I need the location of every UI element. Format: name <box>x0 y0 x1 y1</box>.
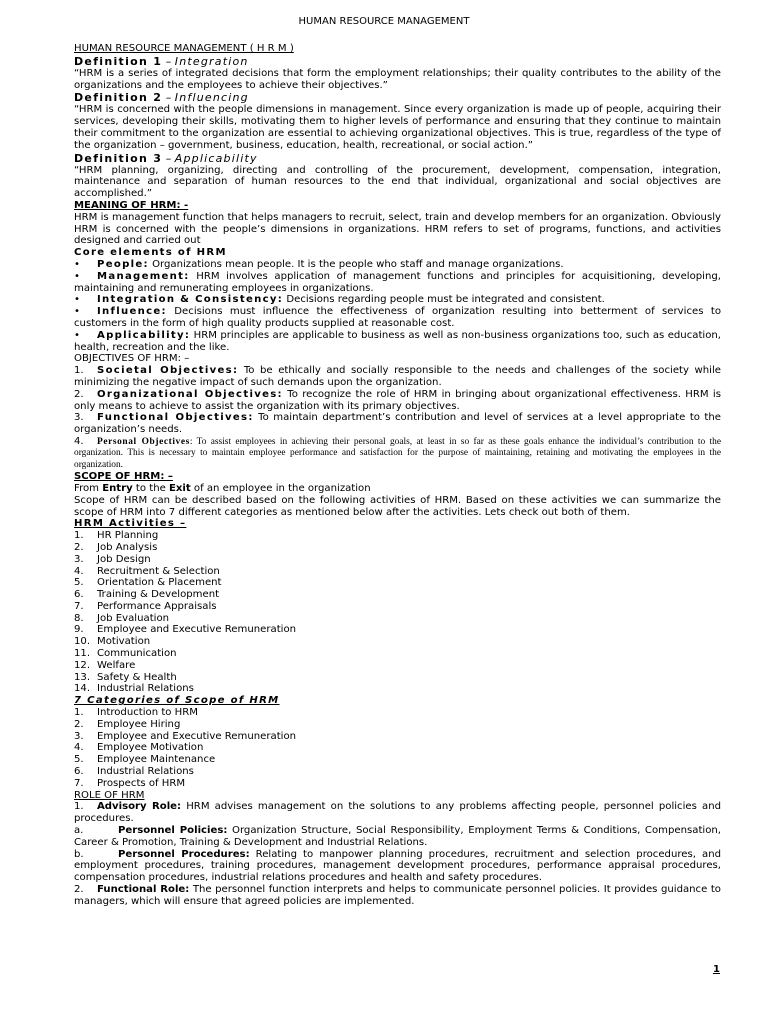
list-number: 4. <box>74 742 84 754</box>
role-text: The personnel function interprets and helps to communicate personnel policies. It provides guidance to managers, which will ensure that agreed policies are implemented. <box>74 884 721 907</box>
core-term: Integration & Consistency: <box>97 294 284 306</box>
role-functional <box>74 884 721 908</box>
scope-text-part: From <box>74 482 103 494</box>
definition-3-heading <box>74 152 721 165</box>
objective-text: To maintain department’s contribution and level of services at a level appropriate to the organization’s needs. <box>74 412 721 436</box>
objective-text: To recognize the role of HRM in bringing about organizational effectiveness. HRM is only means to achieve to assist the organization with its primary objectives. <box>74 388 721 412</box>
meaning-heading: MEANING OF HRM: - <box>74 199 189 211</box>
list-item <box>74 624 721 636</box>
list-item <box>74 719 721 731</box>
definition-1-text: “HRM is a series of integrated decisions that form the employment relationships; their quality contributes to the ability of the organizations and the employees to achieve their objectives.” <box>74 67 721 91</box>
core-text: HRM involves application of management functions and principles for acquisitioning, developing, maintaining and remunerating employees in organizations. <box>74 270 721 294</box>
list-item <box>74 577 721 589</box>
objective-functional <box>74 412 721 436</box>
role-personnel-procedures <box>74 849 721 884</box>
role-term: Functional Role: <box>97 884 190 896</box>
list-number: 8. <box>74 612 84 624</box>
list-number: 13. <box>74 671 91 683</box>
list-number: 3. <box>74 553 84 565</box>
core-item-influence <box>74 306 721 330</box>
list-label: Safety & Health <box>97 671 177 683</box>
list-number: 5. <box>74 754 84 766</box>
list-item <box>74 778 721 790</box>
list-item <box>74 542 721 554</box>
definition-dash: – <box>162 91 175 105</box>
list-label: Orientation & Placement <box>97 577 222 589</box>
list-number: 11. <box>74 648 91 660</box>
list-item <box>74 660 721 672</box>
list-item <box>74 566 721 578</box>
objective-number: 2. <box>74 388 84 400</box>
core-term: Management: <box>97 270 190 282</box>
bullet-icon: • <box>74 294 80 306</box>
role-term: Personnel Procedures: <box>118 848 250 860</box>
list-label: Employee and Executive Remuneration <box>97 624 297 636</box>
role-text: Organization Structure, Social Responsibility, Employment Terms & Conditions, Compensation, Career & Promotion, Training & Development and Industrial Relations. <box>74 825 721 848</box>
list-item <box>74 754 721 766</box>
role-text: Relating to manpower planning procedures, recruitment and selection procedures, and employment procedures, training procedures, management development procedures, performance appraisal procedures, compensation procedures, industrial relations procedures and health and safety procedures. <box>74 848 721 884</box>
role-number: 2. <box>74 884 84 896</box>
list-item <box>74 742 721 754</box>
definition-dash: – <box>162 151 175 165</box>
list-item <box>74 683 721 695</box>
list-number: 7. <box>74 600 84 612</box>
role-text: HRM advises management on the solutions to any problems affecting people, personnel policies and procedures. <box>74 801 721 825</box>
list-item <box>74 766 721 778</box>
activities-heading: HRM Activities – <box>74 518 187 530</box>
core-term: Applicability: <box>97 329 191 341</box>
list-item <box>74 648 721 660</box>
list-number: 2. <box>74 718 84 730</box>
objective-organizational <box>74 389 721 413</box>
core-elements-heading: Core elements of HRM <box>74 247 227 259</box>
categories-heading: 7 Categories of Scope of HRM <box>74 695 280 707</box>
role-heading: ROLE OF HRM <box>74 789 145 801</box>
list-item <box>74 554 721 566</box>
meaning-text: HRM is management function that helps managers to recruit, select, train and develop members for an organization. Obviously HRM is concerned with the people’s dimensions in organizations. HRM refers to set of programs, functions, and activities designed and carried out <box>74 211 721 247</box>
list-item <box>74 707 721 719</box>
objective-term: Personal Objectives <box>97 436 190 447</box>
core-text: Decisions must influence the effectiveness of organization resulting into betterment of services to customers in the form of high quality products supplied at reasonable cost. <box>74 306 721 329</box>
objective-term: Societal Objectives: <box>97 365 239 377</box>
document-body <box>74 43 721 908</box>
list-item <box>74 613 721 625</box>
list-label: Employee Maintenance <box>97 754 216 766</box>
activities-list <box>74 530 721 695</box>
objective-term: Organizational Objectives: <box>97 388 283 400</box>
core-text: HRM principles are applicable to business as well as non-business organizations too, such as education, health, recreation and the like. <box>74 329 721 353</box>
definition-2-heading <box>74 91 721 104</box>
list-number: 7. <box>74 777 84 789</box>
scope-text: Scope of HRM can be described based on the following activities of HRM. Based on these activities we can summarize the scope of HRM into 7 different categories as mentioned below after the activities. Lets check out both of them. <box>74 494 721 518</box>
role-number: b. <box>74 848 84 860</box>
definition-subtitle: Applicability <box>174 151 258 165</box>
definition-subtitle: Integration <box>174 54 249 68</box>
objective-text: : To assist employees in achieving their personal goals, at least in so far as these goals enhance the individual’s contribution to the organization. This is necessary to maintain employee performance and satisfaction for the purpose of maintaining, retaining and motivating the employees in the organization. <box>74 436 721 470</box>
list-label: Motivation <box>97 636 151 648</box>
list-label: Welfare <box>97 659 136 671</box>
list-label: Job Design <box>97 553 151 565</box>
doc-title: HUMAN RESOURCE MANAGEMENT ( H R M ) <box>74 43 294 54</box>
scope-entry: Entry <box>102 482 133 494</box>
definition-label: Definition 3 <box>74 151 163 165</box>
list-item <box>74 601 721 613</box>
core-item-applicability <box>74 330 721 354</box>
objective-personal <box>74 436 721 471</box>
list-number: 6. <box>74 766 84 778</box>
scope-heading: SCOPE OF HRM: – <box>74 471 173 483</box>
bullet-icon: • <box>74 258 80 270</box>
page-number: 1 <box>713 964 720 975</box>
bullet-icon: • <box>74 270 80 282</box>
bullet-icon: • <box>74 329 80 341</box>
list-label: Recruitment & Selection <box>97 565 220 577</box>
list-number: 6. <box>74 589 84 601</box>
list-number: 2. <box>74 541 84 553</box>
bullet-icon: • <box>74 306 80 318</box>
list-label: Training & Development <box>97 589 220 601</box>
objective-text: To be ethically and socially responsible to the needs and challenges of the society while minimizing the negative impact of such demands upon the organization. <box>74 365 721 388</box>
list-label: Industrial Relations <box>97 766 194 778</box>
list-item <box>74 636 721 648</box>
list-label: Job Analysis <box>97 541 158 553</box>
role-term: Personnel Policies: <box>118 825 228 837</box>
objective-societal <box>74 365 721 389</box>
core-term: People: <box>97 258 149 270</box>
list-label: Prospects of HRM <box>97 777 186 789</box>
core-item-people <box>74 259 721 271</box>
scope-text-part: to the <box>132 482 170 494</box>
definition-dash: – <box>162 54 175 68</box>
list-label: Employee Motivation <box>97 742 204 754</box>
list-label: Industrial Relations <box>97 683 194 695</box>
list-number: 4. <box>74 565 84 577</box>
definition-3-text: “HRM planning, organizing, directing and controlling of the procurement, development, compensation, integration, maintenance and separation of human resources to the end that individual, organizational and social objectives are accomplished.” <box>74 164 721 200</box>
list-number: 12. <box>74 659 91 671</box>
core-text: Organizations mean people. It is the people who staff and manage organizations. <box>148 258 564 270</box>
list-label: Employee Hiring <box>97 718 181 730</box>
list-number: 5. <box>74 577 84 589</box>
core-item-integration <box>74 294 721 306</box>
page-header: HUMAN RESOURCE MANAGEMENT <box>298 16 470 27</box>
definition-label: Definition 1 <box>74 54 163 68</box>
core-text: Decisions regarding people must be integrated and consistent. <box>283 294 605 306</box>
list-number: 14. <box>74 683 91 695</box>
list-number: 3. <box>74 730 84 742</box>
scope-exit: Exit <box>169 482 191 494</box>
scope-entry-exit <box>74 483 721 495</box>
list-label: Employee and Executive Remuneration <box>97 730 297 742</box>
objective-number: 3. <box>74 412 84 424</box>
role-advisory <box>74 801 721 825</box>
definition-1-heading <box>74 55 721 68</box>
objective-number: 4. <box>74 435 84 447</box>
objective-term: Functional Objectives: <box>97 412 254 424</box>
list-item <box>74 731 721 743</box>
list-number: 10. <box>74 636 91 648</box>
list-item <box>74 672 721 684</box>
definition-label: Definition 2 <box>74 91 163 105</box>
scope-text-part: of an employee in the organization <box>190 482 371 494</box>
role-personnel-policies <box>74 825 721 849</box>
list-label: HR Planning <box>97 530 159 542</box>
list-number: 1. <box>74 530 84 542</box>
role-number: 1. <box>74 801 84 813</box>
list-label: Introduction to HRM <box>97 707 198 719</box>
list-label: Communication <box>97 648 177 660</box>
objective-number: 1. <box>74 365 84 377</box>
definition-2-text: “HRM is concerned with the people dimensions in management. Since every organization is made up of people, acquiring their services, developing their skills, motivating them to higher levels of performance and ensuring that they continue to maintain their commitment to the organization are essential to achieving organizational objectives. This is true, regardless of the type of the organization – government, business, education, health, recreational, or social action.” <box>74 104 721 151</box>
objectives-heading: OBJECTIVES OF HRM: – <box>74 353 190 365</box>
role-term: Advisory Role: <box>97 801 182 813</box>
list-item <box>74 589 721 601</box>
core-term: Influence: <box>97 306 167 318</box>
categories-list <box>74 707 721 790</box>
list-item <box>74 530 721 542</box>
role-number: a. <box>74 825 84 837</box>
list-label: Performance Appraisals <box>97 600 217 612</box>
list-number: 9. <box>74 624 84 636</box>
definition-subtitle: Influencing <box>174 91 249 105</box>
list-label: Job Evaluation <box>97 612 170 624</box>
core-item-management <box>74 271 721 295</box>
list-number: 1. <box>74 707 84 719</box>
